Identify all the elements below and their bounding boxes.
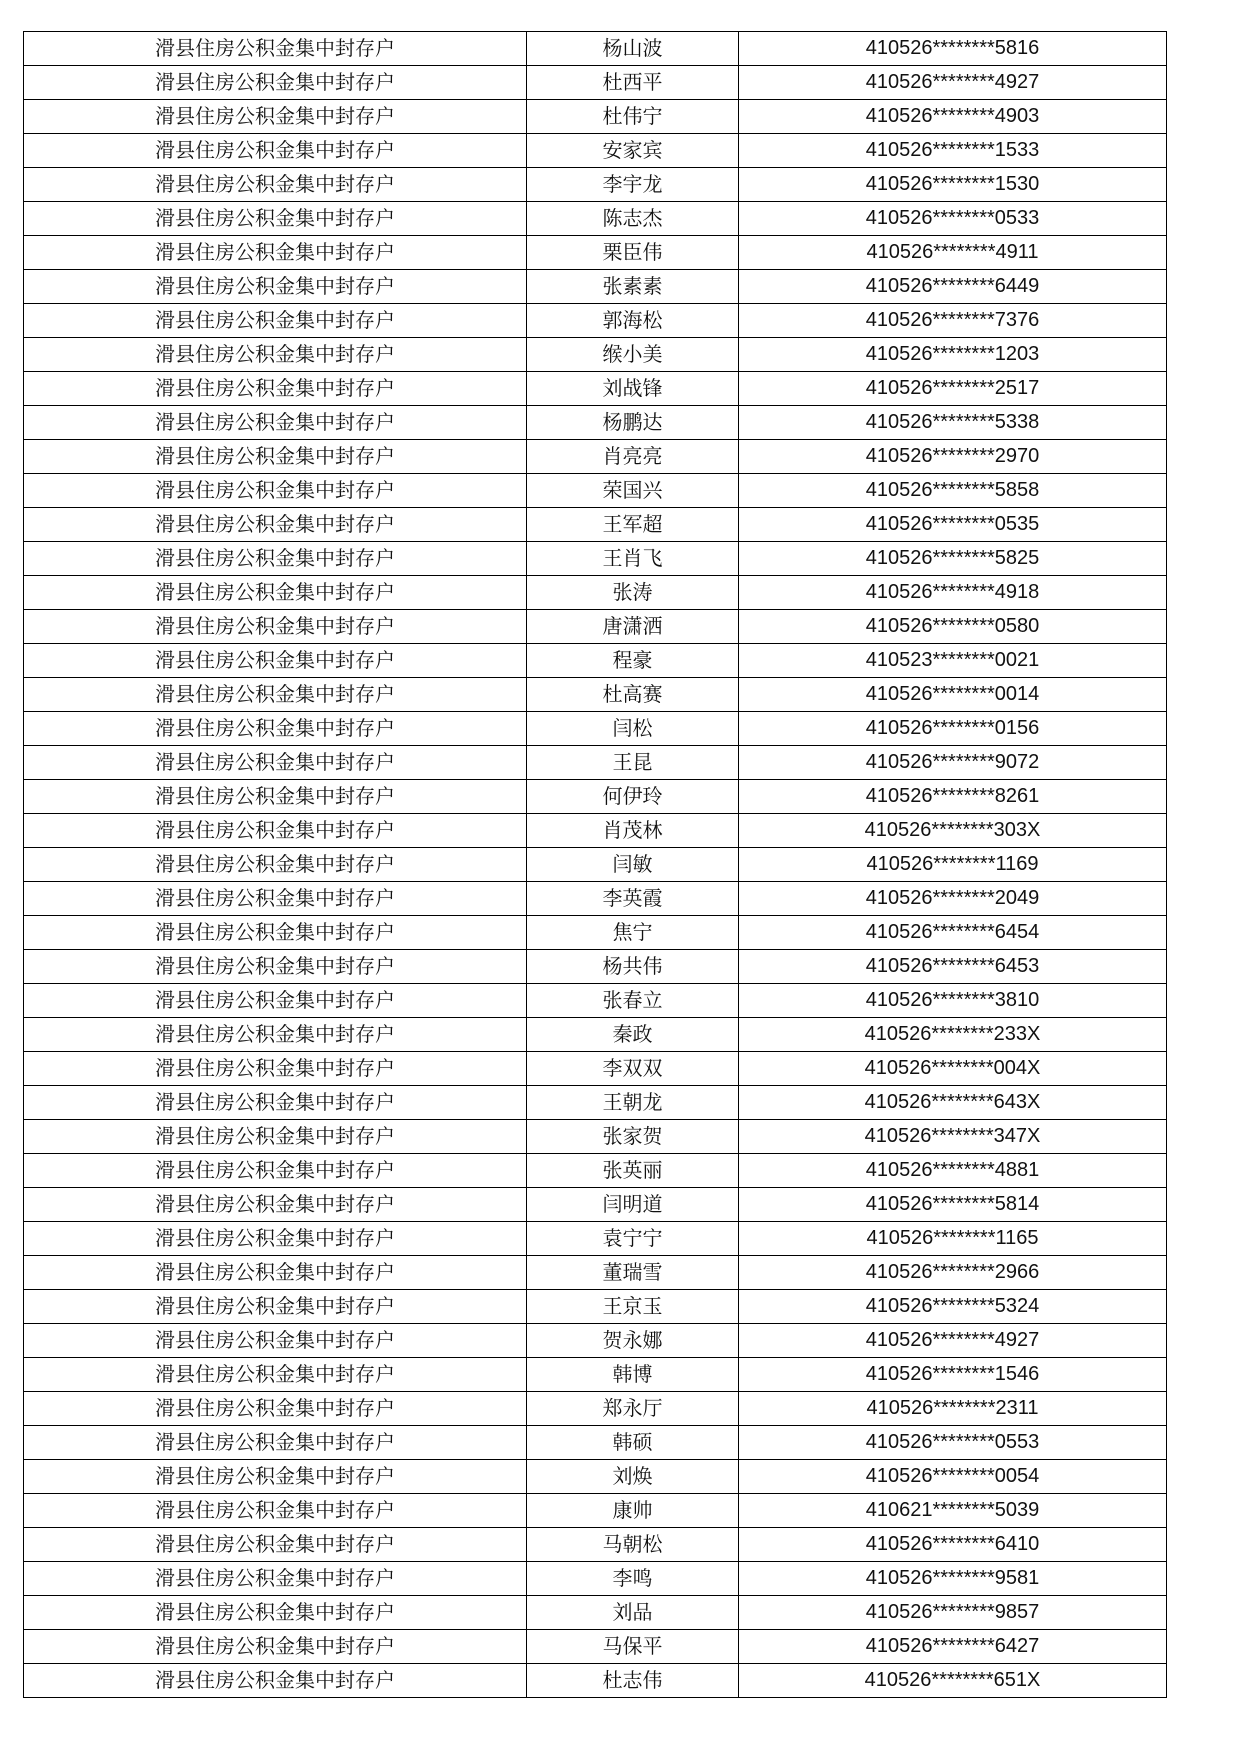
table-row [24, 1188, 1167, 1222]
name-cell: 王肖飞 [527, 542, 739, 576]
table-row [24, 780, 1167, 814]
table-row [24, 1086, 1167, 1120]
unit-cell: 滑县住房公积金集中封存户 [24, 984, 527, 1018]
id-number-cell: 410526********0533 [739, 202, 1167, 236]
name-cell: 秦政 [527, 1018, 739, 1052]
id-number-cell: 410526********1169 [739, 848, 1167, 882]
table-row [24, 950, 1167, 984]
unit-cell: 滑县住房公积金集中封存户 [24, 712, 527, 746]
table-row [24, 1018, 1167, 1052]
table-row [24, 1256, 1167, 1290]
id-number-cell: 410526********0054 [739, 1460, 1167, 1494]
id-number-cell: 410526********5338 [739, 406, 1167, 440]
unit-cell: 滑县住房公积金集中封存户 [24, 1222, 527, 1256]
id-number-cell: 410526********4927 [739, 66, 1167, 100]
id-number-cell: 410526********1546 [739, 1358, 1167, 1392]
name-cell: 刘品 [527, 1596, 739, 1630]
unit-cell: 滑县住房公积金集中封存户 [24, 1290, 527, 1324]
unit-cell: 滑县住房公积金集中封存户 [24, 1324, 527, 1358]
table-row [24, 1426, 1167, 1460]
name-cell: 陈志杰 [527, 202, 739, 236]
unit-cell: 滑县住房公积金集中封存户 [24, 1154, 527, 1188]
table-row [24, 474, 1167, 508]
id-number-cell: 410526********4911 [739, 236, 1167, 270]
unit-cell: 滑县住房公积金集中封存户 [24, 304, 527, 338]
unit-cell: 滑县住房公积金集中封存户 [24, 814, 527, 848]
name-cell: 闫明道 [527, 1188, 739, 1222]
name-cell: 杨鹏达 [527, 406, 739, 440]
table-row [24, 236, 1167, 270]
table-row [24, 1664, 1167, 1698]
unit-cell: 滑县住房公积金集中封存户 [24, 678, 527, 712]
unit-cell: 滑县住房公积金集中封存户 [24, 610, 527, 644]
name-cell: 缑小美 [527, 338, 739, 372]
table-row [24, 1494, 1167, 1528]
name-cell: 马保平 [527, 1630, 739, 1664]
id-number-cell: 410526********2970 [739, 440, 1167, 474]
name-cell: 李宇龙 [527, 168, 739, 202]
name-cell: 肖茂林 [527, 814, 739, 848]
name-cell: 张英丽 [527, 1154, 739, 1188]
name-cell: 马朝松 [527, 1528, 739, 1562]
id-number-cell: 410526********1165 [739, 1222, 1167, 1256]
id-number-cell: 410526********0580 [739, 610, 1167, 644]
table-row [24, 508, 1167, 542]
unit-cell: 滑县住房公积金集中封存户 [24, 372, 527, 406]
table-row [24, 678, 1167, 712]
id-number-cell: 410526********6454 [739, 916, 1167, 950]
table-row [24, 576, 1167, 610]
id-number-cell: 410526********9072 [739, 746, 1167, 780]
unit-cell: 滑县住房公积金集中封存户 [24, 916, 527, 950]
name-cell: 李双双 [527, 1052, 739, 1086]
unit-cell: 滑县住房公积金集中封存户 [24, 542, 527, 576]
id-number-cell: 410526********1530 [739, 168, 1167, 202]
name-cell: 郭海松 [527, 304, 739, 338]
table-row [24, 406, 1167, 440]
unit-cell: 滑县住房公积金集中封存户 [24, 1528, 527, 1562]
unit-cell: 滑县住房公积金集中封存户 [24, 1630, 527, 1664]
id-number-cell: 410526********2966 [739, 1256, 1167, 1290]
name-cell: 王军超 [527, 508, 739, 542]
id-number-cell: 410526********9581 [739, 1562, 1167, 1596]
unit-cell: 滑县住房公积金集中封存户 [24, 1392, 527, 1426]
id-number-cell: 410526********6449 [739, 270, 1167, 304]
name-cell: 闫松 [527, 712, 739, 746]
table-row [24, 542, 1167, 576]
table-row [24, 372, 1167, 406]
unit-cell: 滑县住房公积金集中封存户 [24, 1460, 527, 1494]
id-number-cell: 410526********643X [739, 1086, 1167, 1120]
unit-cell: 滑县住房公积金集中封存户 [24, 66, 527, 100]
name-cell: 杨山波 [527, 32, 739, 66]
table-row [24, 1358, 1167, 1392]
unit-cell: 滑县住房公积金集中封存户 [24, 32, 527, 66]
table-row [24, 134, 1167, 168]
unit-cell: 滑县住房公积金集中封存户 [24, 882, 527, 916]
name-cell: 闫敏 [527, 848, 739, 882]
name-cell: 刘焕 [527, 1460, 739, 1494]
table-row [24, 100, 1167, 134]
table-row [24, 1392, 1167, 1426]
id-number-cell: 410526********5814 [739, 1188, 1167, 1222]
name-cell: 康帅 [527, 1494, 739, 1528]
id-number-cell: 410526********5324 [739, 1290, 1167, 1324]
id-number-cell: 410526********6410 [739, 1528, 1167, 1562]
name-cell: 王朝龙 [527, 1086, 739, 1120]
unit-cell: 滑县住房公积金集中封存户 [24, 202, 527, 236]
unit-cell: 滑县住房公积金集中封存户 [24, 406, 527, 440]
name-cell: 杜西平 [527, 66, 739, 100]
unit-cell: 滑县住房公积金集中封存户 [24, 1052, 527, 1086]
id-number-cell: 410621********5039 [739, 1494, 1167, 1528]
unit-cell: 滑县住房公积金集中封存户 [24, 440, 527, 474]
name-cell: 杜高赛 [527, 678, 739, 712]
unit-cell: 滑县住房公积金集中封存户 [24, 1664, 527, 1698]
name-cell: 韩博 [527, 1358, 739, 1392]
unit-cell: 滑县住房公积金集中封存户 [24, 1596, 527, 1630]
table-row [24, 1528, 1167, 1562]
table-row [24, 1120, 1167, 1154]
name-cell: 荣国兴 [527, 474, 739, 508]
unit-cell: 滑县住房公积金集中封存户 [24, 1358, 527, 1392]
table-row [24, 984, 1167, 1018]
table-row [24, 814, 1167, 848]
id-number-cell: 410526********4903 [739, 100, 1167, 134]
name-cell: 焦宁 [527, 916, 739, 950]
name-cell: 肖亮亮 [527, 440, 739, 474]
name-cell: 唐潇洒 [527, 610, 739, 644]
name-cell: 李鸣 [527, 1562, 739, 1596]
name-cell: 栗臣伟 [527, 236, 739, 270]
id-number-cell: 410526********651X [739, 1664, 1167, 1698]
table-row [24, 338, 1167, 372]
id-number-cell: 410523********0021 [739, 644, 1167, 678]
name-cell: 程豪 [527, 644, 739, 678]
name-cell: 王京玉 [527, 1290, 739, 1324]
table-row [24, 1596, 1167, 1630]
unit-cell: 滑县住房公积金集中封存户 [24, 950, 527, 984]
table-row [24, 440, 1167, 474]
table-row [24, 1460, 1167, 1494]
unit-cell: 滑县住房公积金集中封存户 [24, 780, 527, 814]
table-row [24, 848, 1167, 882]
name-cell: 安家宾 [527, 134, 739, 168]
unit-cell: 滑县住房公积金集中封存户 [24, 1188, 527, 1222]
unit-cell: 滑县住房公积金集中封存户 [24, 338, 527, 372]
unit-cell: 滑县住房公积金集中封存户 [24, 644, 527, 678]
unit-cell: 滑县住房公积金集中封存户 [24, 134, 527, 168]
id-number-cell: 410526********4918 [739, 576, 1167, 610]
table-row [24, 610, 1167, 644]
name-cell: 张素素 [527, 270, 739, 304]
unit-cell: 滑县住房公积金集中封存户 [24, 576, 527, 610]
table-row [24, 746, 1167, 780]
name-cell: 贺永娜 [527, 1324, 739, 1358]
table-row [24, 1630, 1167, 1664]
id-number-cell: 410526********0014 [739, 678, 1167, 712]
unit-cell: 滑县住房公积金集中封存户 [24, 1086, 527, 1120]
table-row [24, 1222, 1167, 1256]
name-cell: 张家贺 [527, 1120, 739, 1154]
unit-cell: 滑县住房公积金集中封存户 [24, 1120, 527, 1154]
table-row [24, 1324, 1167, 1358]
name-cell: 杨共伟 [527, 950, 739, 984]
id-number-cell: 410526********0535 [739, 508, 1167, 542]
unit-cell: 滑县住房公积金集中封存户 [24, 100, 527, 134]
id-number-cell: 410526********233X [739, 1018, 1167, 1052]
table-row [24, 882, 1167, 916]
unit-cell: 滑县住房公积金集中封存户 [24, 270, 527, 304]
name-cell: 王昆 [527, 746, 739, 780]
name-cell: 袁宁宁 [527, 1222, 739, 1256]
unit-cell: 滑县住房公积金集中封存户 [24, 746, 527, 780]
name-cell: 韩硕 [527, 1426, 739, 1460]
name-cell: 刘战锋 [527, 372, 739, 406]
unit-cell: 滑县住房公积金集中封存户 [24, 1426, 527, 1460]
id-number-cell: 410526********4927 [739, 1324, 1167, 1358]
table-row [24, 1290, 1167, 1324]
table-row [24, 202, 1167, 236]
id-number-cell: 410526********1203 [739, 338, 1167, 372]
id-number-cell: 410526********4881 [739, 1154, 1167, 1188]
id-number-cell: 410526********9857 [739, 1596, 1167, 1630]
name-cell: 李英霞 [527, 882, 739, 916]
id-number-cell: 410526********0553 [739, 1426, 1167, 1460]
id-number-cell: 410526********2311 [739, 1392, 1167, 1426]
table-row [24, 1562, 1167, 1596]
table-row [24, 644, 1167, 678]
unit-cell: 滑县住房公积金集中封存户 [24, 474, 527, 508]
table-row [24, 270, 1167, 304]
unit-cell: 滑县住房公积金集中封存户 [24, 848, 527, 882]
id-number-cell: 410526********5825 [739, 542, 1167, 576]
id-number-cell: 410526********3810 [739, 984, 1167, 1018]
table-row [24, 304, 1167, 338]
id-number-cell: 410526********347X [739, 1120, 1167, 1154]
unit-cell: 滑县住房公积金集中封存户 [24, 508, 527, 542]
id-number-cell: 410526********6427 [739, 1630, 1167, 1664]
account-table [23, 31, 1167, 1698]
table-row [24, 712, 1167, 746]
account-table-body [24, 32, 1167, 1698]
id-number-cell: 410526********5816 [739, 32, 1167, 66]
id-number-cell: 410526********2049 [739, 882, 1167, 916]
name-cell: 郑永厅 [527, 1392, 739, 1426]
name-cell: 董瑞雪 [527, 1256, 739, 1290]
id-number-cell: 410526********303X [739, 814, 1167, 848]
unit-cell: 滑县住房公积金集中封存户 [24, 1494, 527, 1528]
name-cell: 何伊玲 [527, 780, 739, 814]
table-row [24, 1154, 1167, 1188]
id-number-cell: 410526********7376 [739, 304, 1167, 338]
name-cell: 杜志伟 [527, 1664, 739, 1698]
id-number-cell: 410526********5858 [739, 474, 1167, 508]
unit-cell: 滑县住房公积金集中封存户 [24, 1018, 527, 1052]
table-row [24, 32, 1167, 66]
table-row [24, 916, 1167, 950]
id-number-cell: 410526********2517 [739, 372, 1167, 406]
unit-cell: 滑县住房公积金集中封存户 [24, 1562, 527, 1596]
id-number-cell: 410526********8261 [739, 780, 1167, 814]
id-number-cell: 410526********004X [739, 1052, 1167, 1086]
name-cell: 张涛 [527, 576, 739, 610]
id-number-cell: 410526********0156 [739, 712, 1167, 746]
unit-cell: 滑县住房公积金集中封存户 [24, 236, 527, 270]
table-row [24, 1052, 1167, 1086]
table-row [24, 66, 1167, 100]
name-cell: 张春立 [527, 984, 739, 1018]
unit-cell: 滑县住房公积金集中封存户 [24, 1256, 527, 1290]
name-cell: 杜伟宁 [527, 100, 739, 134]
table-row [24, 168, 1167, 202]
unit-cell: 滑县住房公积金集中封存户 [24, 168, 527, 202]
id-number-cell: 410526********6453 [739, 950, 1167, 984]
id-number-cell: 410526********1533 [739, 134, 1167, 168]
